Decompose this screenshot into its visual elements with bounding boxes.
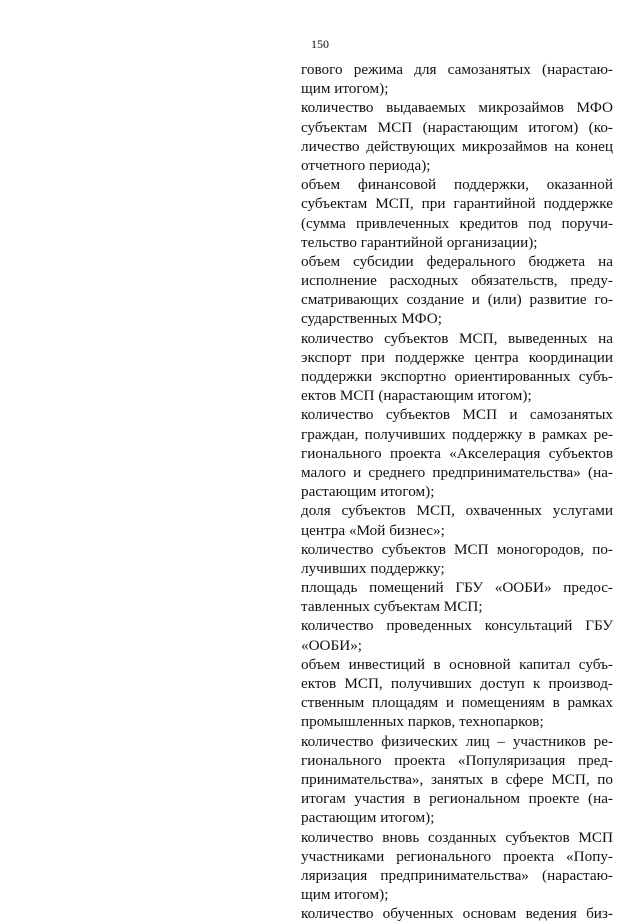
text-line: (сумма привлеченных кредитов под поручи- [301,214,613,232]
text-line: количество физических лиц – участников ре- [301,732,613,750]
text-line: отчетного периода); [301,156,431,174]
text-line: поддержки экспортно ориентированных субъ- [301,368,613,385]
text-line: малого и среднего предпринимательства» (на- [301,463,613,481]
text-line: доля субъектов МСП, охваченных услугами [301,502,613,520]
text-line: щим итогом); [301,886,389,904]
text-line: количество обученных основам ведения биз- [301,905,613,923]
text-line: щим итогом); [301,80,389,98]
text-line: объем финансовой поддержки, оказанной [301,176,613,194]
text-line: объем инвестиций в основной капитал субъ- [301,655,613,673]
text-line: гового режима для самозанятых (нарастаю- [301,61,613,78]
text-line: лучивших поддержку; [301,559,445,577]
text-line: «ООБИ»; [301,636,363,654]
text-line: объем субсидии федерального бюджета на [301,252,613,270]
text-line: количество субъектов МСП и самозанятых [301,406,613,424]
document-body-text [301,60,613,923]
text-line: количество выдаваемых микрозаймов МФО [301,99,613,117]
text-line: количество проведенных консультаций ГБУ [301,617,613,635]
text-line: промышленных парков, технопарков; [301,713,544,731]
text-line: площадь помещений ГБУ «ООБИ» предос- [301,579,613,597]
text-line: сударственных МФО; [301,310,442,328]
text-line: участниками регионального проекта «Попу- [301,847,613,865]
text-line: гионального проекта «Популяризация пред- [301,751,613,769]
text-line: сматривающих создание и (или) развитие го- [301,291,613,309]
text-line: центра «Мой бизнес»; [301,521,445,539]
text-line: тельство гарантийной организации); [301,233,538,251]
text-line: количество вновь созданных субъектов МСП [301,828,613,846]
text-line: граждан, получивших поддержку в рамках ре- [301,425,613,443]
text-line: принимательства», занятых в сфере МСП, по [301,770,613,788]
text-line: исполнение расходных обязательств, преду- [301,272,613,290]
page-number: 150 [311,37,329,51]
text-line: субъектам МСП, при гарантийной поддержке [301,195,613,213]
text-line: экспорт при поддержке центра координации [301,348,613,366]
text-line: ственным площадям и помещениям в рамках [301,694,613,712]
text-line: количество субъектов МСП, выведенных на [301,329,613,347]
text-line: ляризация предпринимательства» (нарастаю- [301,866,613,884]
text-line: количество субъектов МСП моногородов, по- [301,540,613,558]
text-line: итогам участия в региональном проекте (на- [301,790,613,808]
text-line: растающим итогом); [301,809,435,827]
text-line: гионального проекта «Акселерация субъектов [301,444,613,462]
text-line: ектов МСП (нарастающим итогом); [301,387,532,405]
text-line: субъектам МСП (нарастающим итогом) (ко- [301,118,613,136]
text-line: растающим итогом); [301,483,435,501]
text-line: ектов МСП, получивших доступ к производ- [301,675,613,692]
text-line: личество действующих микрозаймов на конец [301,137,613,155]
text-line: тавленных субъектам МСП; [301,598,483,616]
